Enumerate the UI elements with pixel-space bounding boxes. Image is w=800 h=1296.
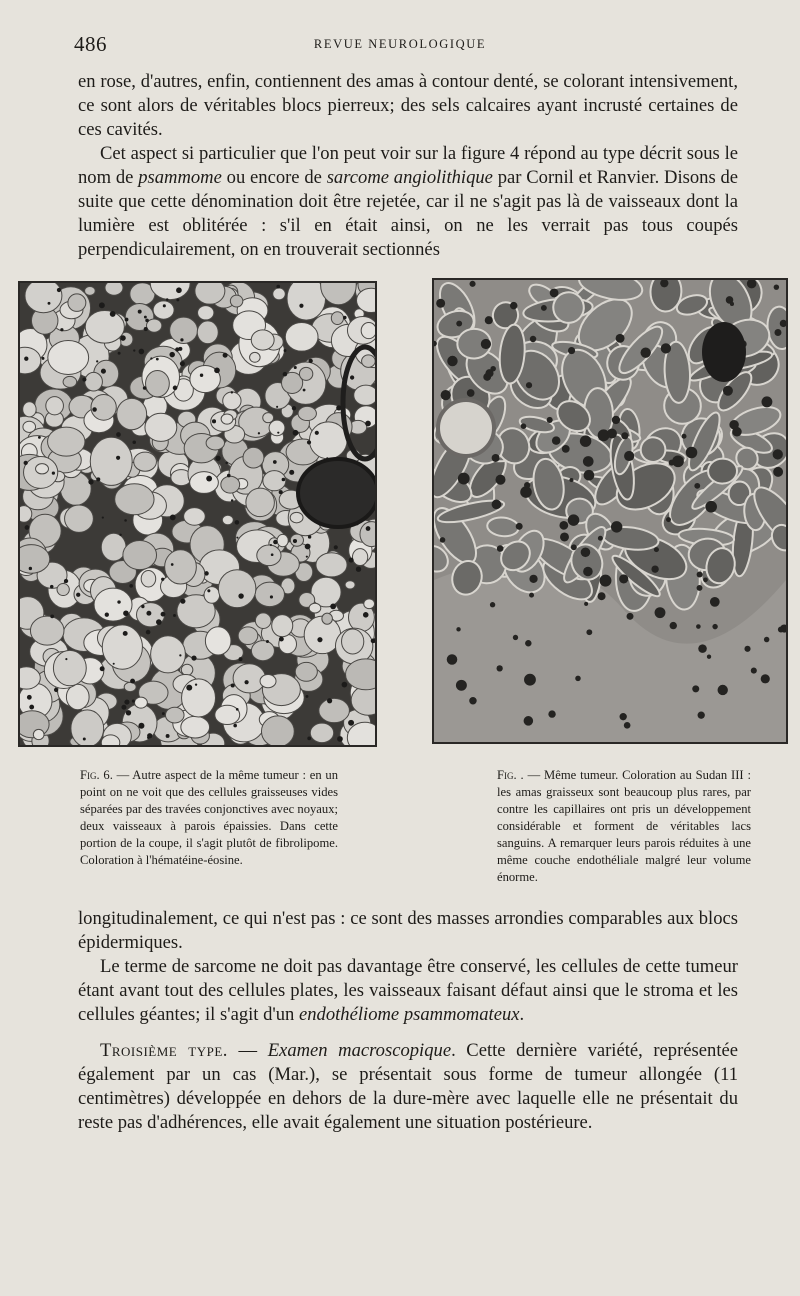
bottom-text-block [78,907,738,1135]
figure-7-svg [434,280,786,742]
paragraph-2-part-a: Cet aspect si particulier que l'on peut voir sur la figure 4 répond au type décrit sous le nom de [78,143,738,188]
paragraph-1: en rose, d'autres, enfin, contiennent des amas à contour denté, se colorant intensivement, ce sont alors de véritables blocs pierreux; des sels calcaires ayant incrusté certaines de ces cavités. [78,71,738,140]
term-examen-macroscopique: Examen macroscopique [267,1040,452,1061]
top-text-block [78,70,738,262]
term-sarcome-angiolithique: sarcome angiolithique [326,167,493,188]
paragraph-5-rest: . Cette dernière variété, représentée également par un cas (Mar.), se présentait sous forme de tumeur allongée (11 centimètres) développée en dehors de la dure-mère avec laquelle elle ne présentait du reste pas d'adhérences, elle avait également une situation postérieure. [78,1040,739,1133]
term-psammome: psammome [138,167,222,188]
section-heading-troisieme-type: Troisième type. [100,1040,228,1061]
paragraph-2-part-c: par Cornil et Ranvier. Disons de suite que cette dénomination doit être rejetée, car il ne s'agit pas là de vaisseaux dont la lumière est oblitérée : s'il en était ainsi, on ne les verrait pas tous coupés perpendiculairement, on en trouverait sectionnés [78,167,739,260]
page-number: 486 [74,32,107,56]
figure-7-micrograph [432,278,788,744]
paragraph-4-part-b: . [519,1004,525,1025]
figure-7-label: Fig. . [497,768,524,782]
figure-6-micrograph [18,281,377,747]
paragraph-5-dash: — [227,1040,268,1061]
figure-7-caption [497,767,751,886]
running-head: REVUE NEUROLOGIQUE [313,37,487,51]
paragraph-2 [78,142,738,262]
term-endotheliome: endothéliome psammomateux [299,1004,520,1025]
paragraph-5 [78,1039,738,1135]
paragraph-2-part-b: ou encore de [221,167,327,188]
paragraph-4 [78,955,738,1027]
paragraph-4-part-a: Le terme de sarcome ne doit pas davantage être conservé, les cellules de cette tumeur étant avant tout des cellules plates, les vaisseaux faisant défaut ainsi que le stroma et les cellules géantes; il s'agit d'un [78,956,738,1025]
paragraph-3: longitudinalement, ce qui n'est pas : ce sont des masses arrondies comparables aux blocs épidermiques. [78,908,738,953]
figure-6-caption [80,767,338,869]
figure-6-caption-text: — Autre aspect de la même tumeur : en un point on ne voit que des cellules graisseuses vides séparées par des travées conjonctives avec noyaux; deux vaisseaux à parois épaissies. Dans cette portion de la coupe, il s'agit plutôt de fibrolipome. Coloration à l'hématéine-éosine. [80,768,339,867]
figure-6-label: Fig. 6. [80,768,113,782]
figure-6-svg [20,283,375,745]
figure-7-caption-text: — Même tumeur. Coloration au Sudan III : les amas graisseux sont beaucoup plus rares, par contre les capillaires ont pris un développement considérable et forment de véritables lacs sanguins. A remarquer leurs parois réduites à une même couche endothéliale malgré leur volume énorme. [497,768,751,884]
